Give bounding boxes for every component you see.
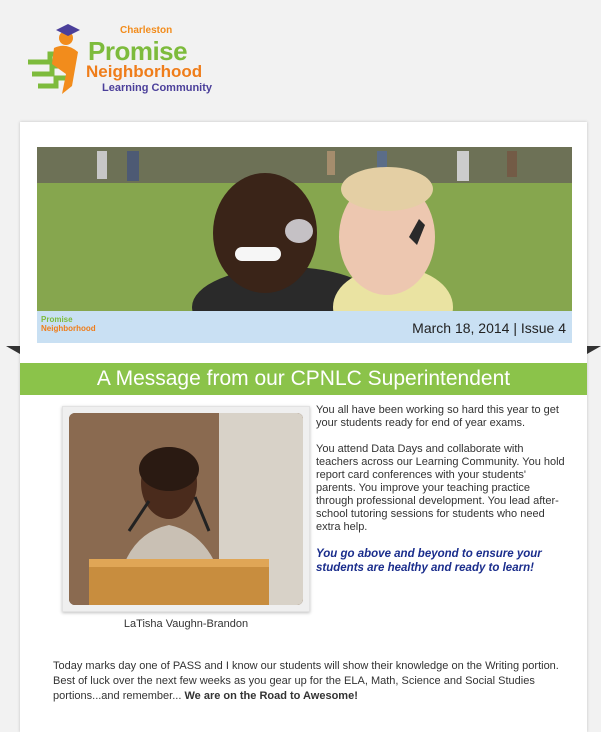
mini-logo [41, 315, 96, 333]
logo[interactable] [26, 22, 216, 98]
hero-header [37, 147, 572, 343]
graduate-steps-icon [26, 22, 96, 98]
mini-logo-line2: Neighborhood [41, 324, 96, 333]
superintendent-photo [69, 413, 303, 605]
logo-line-learning-community: Learning Community [102, 82, 213, 94]
issue-strip [37, 311, 572, 343]
portrait-caption: LaTisha Vaughn-Brandon [123, 618, 249, 630]
ribbon-fold-right [587, 346, 601, 354]
mini-logo-line1: Promise [41, 315, 73, 324]
ribbon-fold-left [6, 346, 20, 354]
logo-line-neighborhood: Neighborhood [86, 62, 203, 81]
closing-text: Today marks day one of PASS and I know our students will show their knowledge on the Writing portion. Best of luck over the next few weeks as you gear up for the ELA, Math, Science and Social Studies portions...and remember... [53, 660, 559, 702]
logo-line-promise: Promise [88, 36, 188, 66]
children-photo [37, 147, 572, 311]
closing-bold: We are on the Road to Awesome! [184, 690, 358, 702]
section-banner: A Message from our CPNLC Superintendent [20, 363, 587, 395]
message-paragraph-1: You all have been working so hard this year to get your students ready for end of year exams. [316, 404, 559, 429]
message-column [316, 404, 566, 588]
message-emphasis: You go above and beyond to ensure your students are healthy and ready to learn! [316, 548, 542, 574]
issue-date: March 18, 2014 | Issue 4 [412, 320, 566, 336]
message-paragraph-2: You attend Data Days and collaborate with teachers across our Learning Community. You hold report card conferences with your students' parents. You improve your teaching practice through professional development. You lead after-school tutoring sessions for students who need extra help. [316, 443, 565, 533]
logo-line-charleston: Charleston [120, 25, 173, 36]
portrait-frame [62, 406, 310, 612]
closing-paragraph [53, 659, 565, 704]
